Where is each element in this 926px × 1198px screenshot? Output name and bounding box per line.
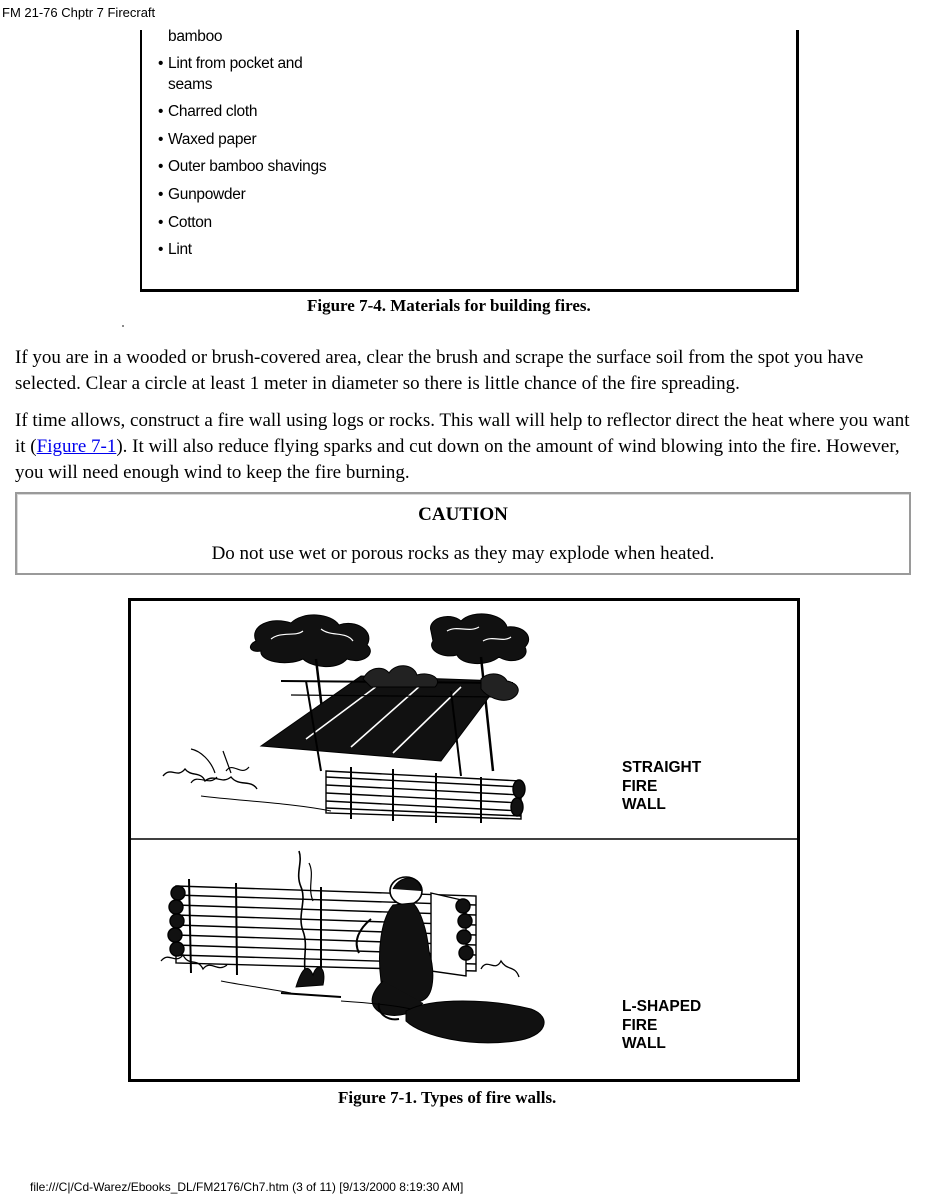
list-item: • Waxed paper (158, 131, 257, 148)
l-shaped-fire-wall-drawing (161, 851, 544, 1043)
straight-fire-wall-drawing (163, 614, 529, 823)
page-header-title: FM 21-76 Chptr 7 Firecraft (2, 5, 156, 20)
l-shaped-fire-wall-label: L-SHAPED FIRE WALL (622, 998, 702, 1052)
list-item: seams (168, 76, 213, 93)
figure-7-1-caption: Figure 7-1. Types of fire walls. (338, 1088, 557, 1107)
figure-7-1-link[interactable]: Figure 7-1 (36, 436, 117, 457)
list-item: • Lint (158, 241, 192, 258)
figure-7-1-box (128, 598, 800, 1082)
scan-speck (122, 325, 124, 327)
list-item: • Lint from pocket and (158, 55, 303, 72)
materials-figure-box (140, 30, 799, 292)
log-wall (326, 767, 525, 823)
page-footer-url: file:///C|/Cd-Warez/Ebooks_DL/FM2176/Ch7.htm (3 of 11) [9/13/2000 8:19:30 AM] (30, 1180, 464, 1194)
list-item: bamboo (168, 28, 223, 45)
list-item: • Outer bamboo shavings (158, 158, 327, 175)
caution-text: Do not use wet or porous rocks as they may explode when heated. (211, 543, 715, 564)
paragraph-clear-area: If you are in a wooded or brush-covered area, clear the brush and scrape the surface soil from the spot you have selected. Clear a circle at least 1 meter in diameter so there is little chance of the fire spreading. (15, 347, 864, 394)
caution-title: CAUTION (418, 504, 508, 525)
straight-fire-wall-label: STRAIGHT FIRE WALL (622, 759, 702, 813)
list-item: • Gunpowder (158, 186, 246, 203)
list-item: • Charred cloth (158, 103, 258, 120)
figure-7-4-caption: Figure 7-4. Materials for building fires. (307, 296, 591, 315)
paragraph-fire-wall: If time allows, construct a fire wall using logs or rocks. This wall will help to reflector direct the heat where you want it (Figure 7-1). It will also reduce flying sparks and cut down on the amount of wind blowing into the fire. However, you will need enough wind to keep the fire burning. (15, 410, 910, 483)
list-item: • Cotton (158, 214, 212, 231)
caution-box (15, 492, 911, 575)
